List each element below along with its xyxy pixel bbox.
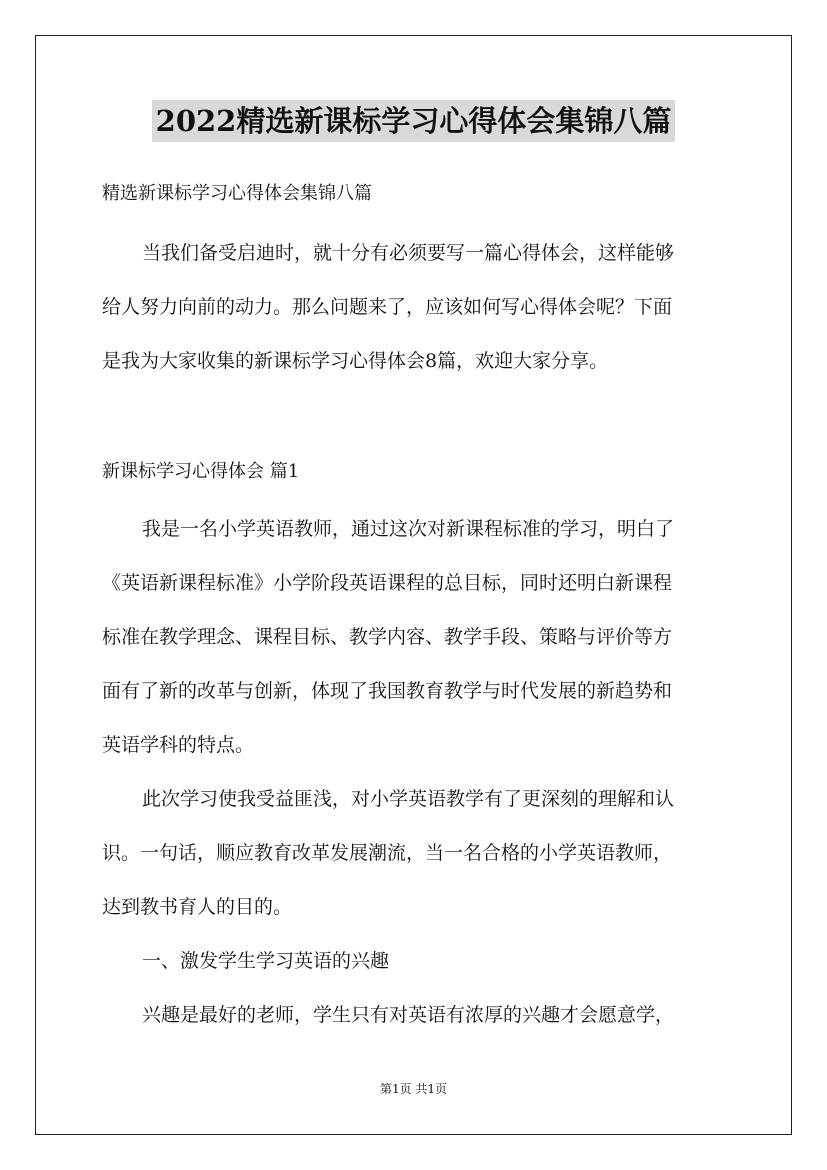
- para1-line-5: 英语学科的特点。: [102, 734, 255, 756]
- section-heading: 新课标学习心得体会 篇1: [102, 461, 300, 482]
- intro-line-2: 给人努力向前的动力。那么问题来了，应该如何写心得体会呢？下面: [102, 296, 673, 318]
- para1-line-2: 《英语新课程标准》小学阶段英语课程的总目标，同时还明白新课程: [102, 572, 673, 594]
- para1-line-3: 标准在教学理念、课程目标、教学内容、教学手段、策略与评价等方: [102, 626, 673, 648]
- para2-line-2: 识。一句话，顺应教育改革发展潮流，当一名合格的小学英语教师，: [102, 842, 673, 864]
- para2-line-1: 此次学习使我受益匪浅，对小学英语教学有了更深刻的理解和认: [142, 788, 675, 810]
- para1-line-4: 面有了新的改革与创新，体现了我国教育教学与时代发展的新趋势和: [102, 680, 673, 702]
- document-title: 2022精选新课标学习心得体会集锦八篇: [152, 100, 676, 142]
- para1-line-1: 我是一名小学英语教师，通过这次对新课程标准的学习，明白了: [142, 518, 675, 540]
- para3-line-1: 兴趣是最好的老师，学生只有对英语有浓厚的兴趣才会愿意学，: [142, 1004, 675, 1026]
- intro-line-1: 当我们备受启迪时，就十分有必须要写一篇心得体会，这样能够: [142, 242, 675, 264]
- document-body: [102, 172, 727, 1042]
- title-container: [0, 100, 827, 142]
- point-heading-1: 一、激发学生学习英语的兴趣: [142, 950, 390, 972]
- page-footer: 第1页 共1页: [379, 1082, 448, 1096]
- intro-line-3: 是我为大家收集的新课标学习心得体会8篇，欢迎大家分享。: [102, 350, 609, 372]
- para2-line-3: 达到教书育人的目的。: [102, 896, 293, 918]
- document-subtitle: 精选新课标学习心得体会集锦八篇: [102, 183, 372, 204]
